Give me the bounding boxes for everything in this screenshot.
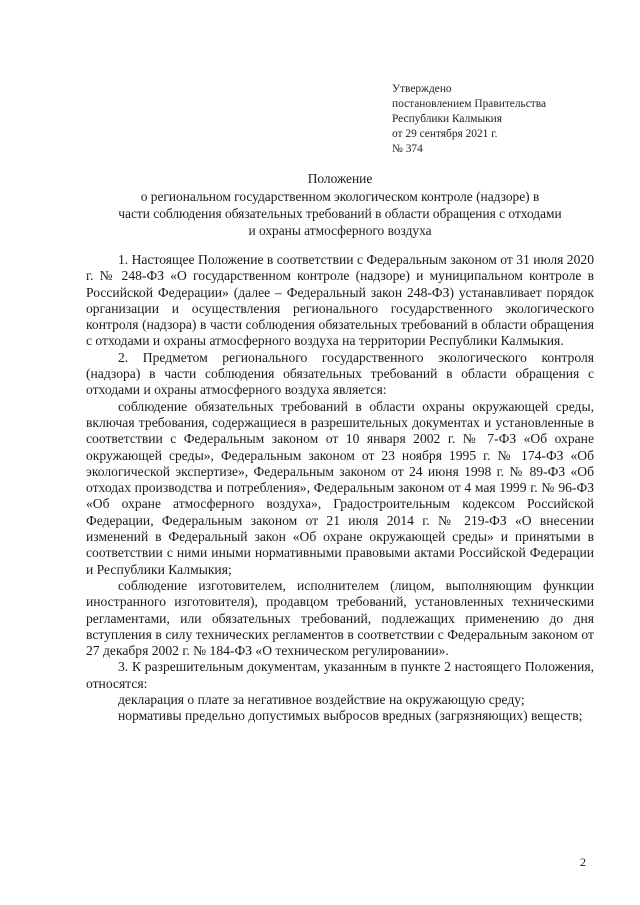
title-line: части соблюдения обязательных требований в области обращения с отходами (118, 206, 562, 221)
document-title (86, 170, 594, 239)
page-number: 2 (580, 855, 586, 869)
approval-line: Утверждено (392, 83, 452, 95)
title-heading: Положение (307, 171, 373, 186)
approval-date: от 29 сентября 2021 г. (392, 128, 498, 140)
paragraph: 3. К разрешительным документам, указанным в пункте 2 настоящего Положения, относятся: (86, 659, 594, 691)
approval-line: Республики Калмыкия (392, 113, 503, 125)
paragraph: 2. Предметом регионального государственного экологического контроля (надзора) в части соблюдения обязательных требований в области обращения с отходами и охраны атмосферного воздуха является: (86, 349, 594, 398)
title-line: и охраны атмосферного воздуха (248, 223, 432, 238)
paragraph: нормативы предельно допустимых выбросов вредных (загрязняющих) веществ; (118, 708, 583, 724)
approval-number: № 374 (392, 143, 423, 155)
paragraph: декларация о плате за негативное воздействие на окружающую среду; (118, 692, 525, 708)
approval-block (392, 82, 546, 157)
document-body (86, 252, 594, 725)
paragraph: соблюдение изготовителем, исполнителем (лицом, выполняющим функции иностранного изготовителя), продавцом требований, установленных техническими регламентами, или обязательных требований, подлежащих применению до дня вступления в силу технических регламентов в соответствии с Федеральным законом от 27 декабря 2002 г. № 184-ФЗ «О техническом регулировании». (86, 577, 594, 659)
approval-line: постановлением Правительства (392, 98, 547, 110)
title-line: о региональном государственном экологическом контроле (надзоре) в (140, 189, 540, 204)
paragraph: соблюдение обязательных требований в области охраны окружающей среды, включая требования, содержащиеся в разрешительных документах и установленные в соответствии с Федеральным законом от 10 января 2002 г. № 7-ФЗ «Об охране окружающей среды», Федеральным законом от 23 ноября 1995 г. № 174-ФЗ «Об экологической экспертизе», Федеральным законом от 24 июня 1998 г. № 89-ФЗ «Об отходах производства и потребления», Федеральным законом от 4 мая 1999 г. № 96-ФЗ «Об охране атмосферного воздуха», Градостроительным кодексом Российской Федерации, Федеральным законом от 21 июля 2014 г. № 219-ФЗ «О внесении изменений в Федеральный закон «Об охране окружающей среды» и принятыми в соответствии с ними иными нормативными правовыми актами Российской Федерации и Республики Калмыкия; (86, 398, 594, 577)
paragraph: 1. Настоящее Положение в соответствии с Федеральным законом от 31 июля 2020 г. № 248-ФЗ «О государственном контроле (надзоре) и муниципальном контроле в Российской Федерации» (далее – Федеральный закон 248-ФЗ) устанавливает порядок организации и осуществления регионального государственного экологического контроля (надзора) в части соблюдения обязательных требований в области обращения с отходами и охраны атмосферного воздуха на территории Республики Калмыкия. (86, 252, 594, 349)
